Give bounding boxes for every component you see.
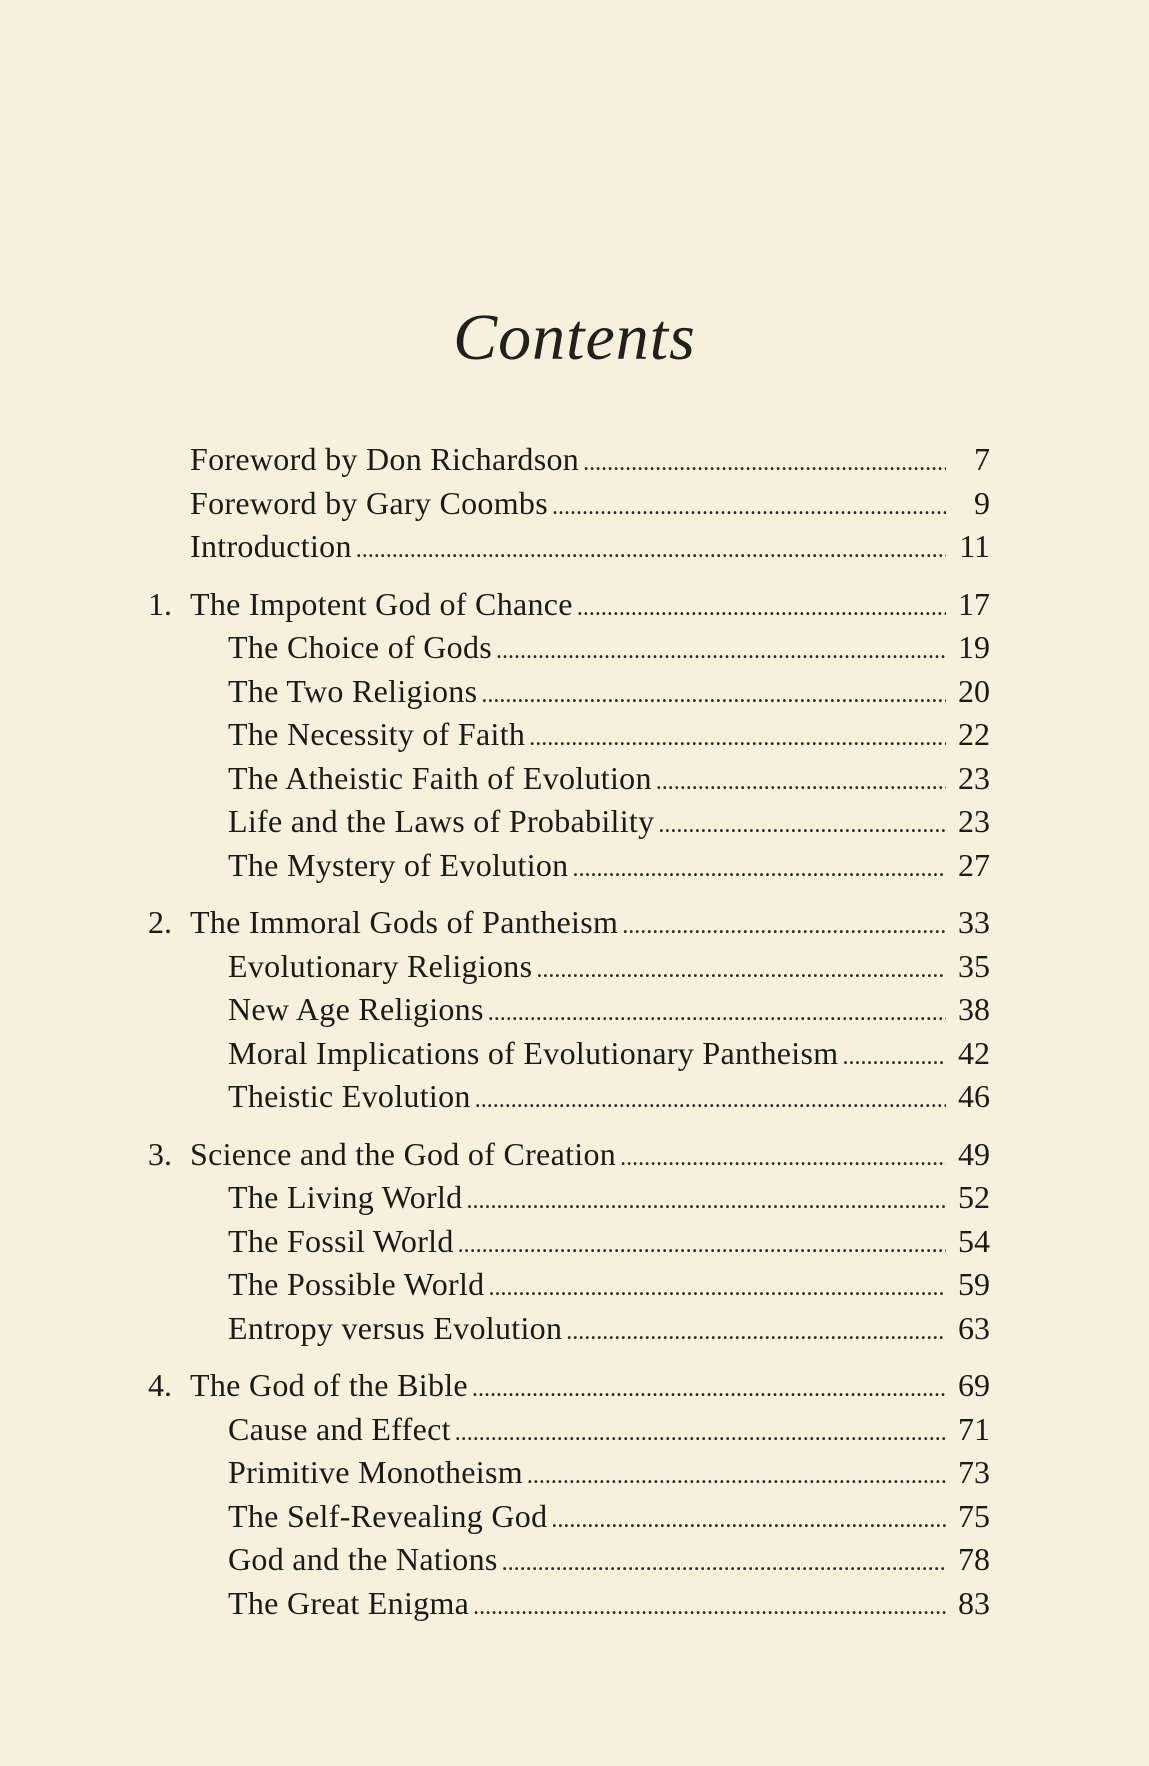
section-page: 35	[958, 947, 990, 984]
dot-leader	[842, 1032, 946, 1076]
chapter-page: 17	[958, 585, 990, 622]
entry-page: 9	[974, 484, 990, 521]
section-page: 71	[958, 1410, 990, 1447]
section-page: 46	[958, 1078, 990, 1114]
toc-section	[148, 1263, 990, 1307]
dot-leader	[481, 670, 946, 714]
section-page: 23	[958, 759, 990, 796]
chapter-number: 4.	[148, 1367, 172, 1403]
toc-section	[148, 1307, 990, 1351]
chapter-page: 33	[958, 904, 990, 940]
section-page: 78	[958, 1541, 990, 1577]
entry-title: Introduction	[190, 528, 352, 564]
dot-leader	[577, 583, 946, 627]
toc-section	[148, 1220, 990, 1264]
section-title: Entropy versus Evolution	[228, 1309, 563, 1346]
section-page: 75	[958, 1497, 990, 1534]
entry-title: Foreword by Gary Coombs	[190, 484, 548, 521]
toc-section	[148, 844, 990, 888]
section-title: Theistic Evolution	[228, 1078, 471, 1114]
chapter-title: The Immoral Gods of Pantheism	[190, 904, 619, 940]
toc-section	[148, 800, 990, 844]
toc-section	[148, 988, 990, 1032]
dot-leader	[551, 1495, 946, 1539]
chapter-number: 3.	[148, 1135, 172, 1172]
section-page: 52	[958, 1179, 990, 1215]
chapter-title: Science and the God of Creation	[190, 1135, 617, 1172]
toc-chapter-4	[148, 1364, 990, 1408]
spacer	[148, 887, 990, 901]
section-title: The Choice of Gods	[228, 629, 493, 665]
toc-section	[148, 1032, 990, 1076]
section-title: The Possible World	[228, 1266, 485, 1302]
dot-leader	[475, 1075, 946, 1119]
dot-leader	[536, 945, 946, 989]
toc-section	[148, 757, 990, 801]
section-page: 38	[958, 991, 990, 1027]
toc-section	[148, 1075, 990, 1119]
dot-leader	[458, 1220, 946, 1264]
toc-entry-foreword-richardson	[148, 438, 990, 482]
toc-section	[148, 713, 990, 757]
section-title: Moral Implications of Evolutionary Pantheism	[228, 1034, 839, 1071]
spacer	[148, 569, 990, 583]
section-title: The Two Religions	[228, 672, 478, 709]
dot-leader	[527, 1451, 946, 1495]
toc-chapter-1	[148, 583, 990, 627]
page-title: Contents	[453, 301, 696, 374]
dot-leader	[472, 1364, 946, 1408]
section-page: 73	[958, 1454, 990, 1490]
section-title: The Great Enigma	[228, 1584, 470, 1621]
dot-leader	[620, 1133, 946, 1177]
toc-chapter-3	[148, 1133, 990, 1177]
dot-leader	[552, 482, 946, 526]
section-page: 83	[958, 1584, 990, 1621]
section-page: 42	[958, 1034, 990, 1071]
toc-section	[148, 1495, 990, 1539]
toc-section	[148, 945, 990, 989]
toc-section	[148, 1408, 990, 1452]
dot-leader	[656, 757, 946, 801]
section-title: God and the Nations	[228, 1541, 498, 1577]
dot-leader	[572, 844, 946, 888]
dot-leader	[455, 1408, 946, 1452]
dot-leader	[496, 626, 946, 670]
toc-entry-foreword-coombs	[148, 482, 990, 526]
toc-section	[148, 1582, 990, 1626]
section-title: The Necessity of Faith	[228, 716, 526, 752]
chapter-number: 2.	[148, 904, 172, 940]
chapter-title: The Impotent God of Chance	[190, 585, 573, 622]
section-title: Life and the Laws of Probability	[228, 803, 655, 839]
section-title: The Self-Revealing God	[228, 1497, 548, 1534]
section-page: 19	[958, 629, 990, 665]
section-title: New Age Religions	[228, 991, 484, 1027]
toc-section	[148, 1538, 990, 1582]
dot-leader	[622, 901, 946, 945]
chapter-number: 1.	[148, 585, 172, 622]
dot-leader	[356, 525, 946, 569]
section-page: 59	[958, 1266, 990, 1302]
dot-leader	[583, 438, 946, 482]
spacer	[148, 1119, 990, 1133]
table-of-contents	[148, 438, 990, 1625]
dot-leader	[473, 1582, 946, 1626]
section-title: Primitive Monotheism	[228, 1454, 523, 1490]
toc-section	[148, 1176, 990, 1220]
chapter-page: 69	[958, 1367, 990, 1403]
toc-entry-introduction	[148, 525, 990, 569]
toc-section	[148, 1451, 990, 1495]
section-title: Cause and Effect	[228, 1410, 451, 1447]
entry-title: Foreword by Don Richardson	[190, 441, 580, 477]
dot-leader	[467, 1176, 947, 1220]
section-title: The Atheistic Faith of Evolution	[228, 759, 652, 796]
dot-leader	[529, 713, 946, 757]
toc-section	[148, 670, 990, 714]
spacer	[148, 1350, 990, 1364]
section-page: 63	[958, 1309, 990, 1346]
entry-page: 11	[959, 528, 990, 564]
toc-chapter-2	[148, 901, 990, 945]
dot-leader	[488, 988, 946, 1032]
section-page: 27	[958, 846, 990, 883]
section-title: The Mystery of Evolution	[228, 846, 569, 883]
dot-leader	[658, 800, 946, 844]
toc-section	[148, 626, 990, 670]
dot-leader	[488, 1263, 946, 1307]
chapter-title: The God of the Bible	[190, 1367, 468, 1403]
dot-leader	[502, 1538, 946, 1582]
entry-page: 7	[974, 441, 990, 477]
dot-leader	[566, 1307, 946, 1351]
section-page: 20	[958, 672, 990, 709]
section-page: 22	[958, 716, 990, 752]
section-page: 54	[958, 1222, 990, 1259]
section-title: The Fossil World	[228, 1222, 454, 1259]
section-page: 23	[958, 803, 990, 839]
section-title: Evolutionary Religions	[228, 947, 533, 984]
section-title: The Living World	[228, 1179, 463, 1215]
chapter-page: 49	[958, 1135, 990, 1172]
